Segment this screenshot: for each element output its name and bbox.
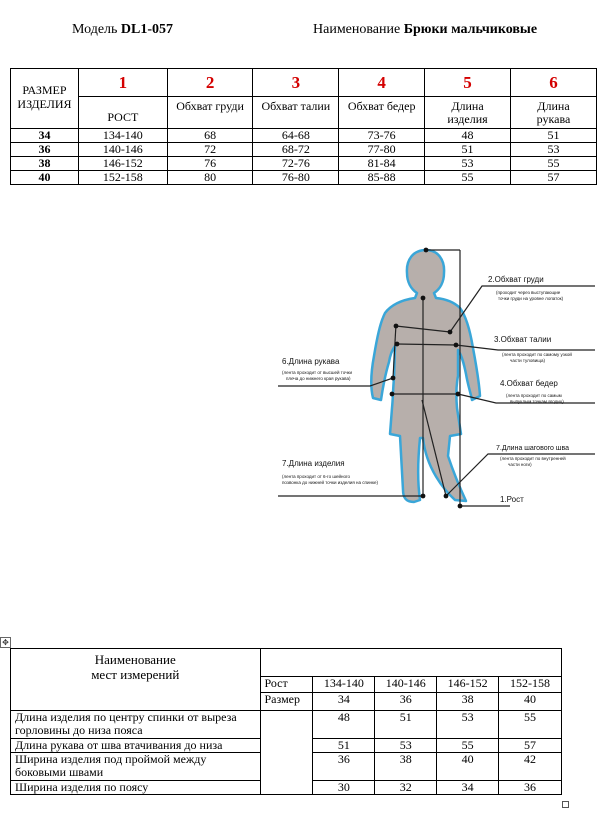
table-cell: 51 xyxy=(425,143,511,157)
hips-label: 4.Обхват бедер xyxy=(500,379,558,388)
table-cell: 34 xyxy=(437,781,499,795)
product-name-value: Брюки мальчиковые xyxy=(403,22,538,37)
measurement-label: Длина изделия по центру спинки от выреза горловины до низа пояса xyxy=(11,711,261,739)
table-cell: 140-146 xyxy=(78,143,167,157)
table-cell: 55 xyxy=(437,739,499,753)
child-silhouette xyxy=(371,250,480,502)
size-cell: 38 xyxy=(437,693,499,711)
table-cell: 57 xyxy=(510,171,596,185)
sleeve-label: 6.Длина рукава xyxy=(282,357,340,366)
table-cell: 68 xyxy=(167,129,253,143)
table-cell: 64-68 xyxy=(253,129,339,143)
column-label-chest: Обхват груди xyxy=(167,97,253,129)
table-cell: 40 xyxy=(437,753,499,781)
length-note: (лента проходит от 6-го шейного xyxy=(282,474,350,479)
table-row xyxy=(11,129,597,143)
table-cell: 85-88 xyxy=(339,171,425,185)
table-row xyxy=(11,143,597,157)
inseam-note: (лента проходит по внутренней xyxy=(500,456,566,461)
table-cell: 81-84 xyxy=(339,157,425,171)
table-cell: 68-72 xyxy=(253,143,339,157)
table-move-handle-icon[interactable]: ✥ xyxy=(0,637,11,648)
height-cell: 146-152 xyxy=(437,677,499,693)
size-cell: 34 xyxy=(11,129,79,143)
table-cell: 53 xyxy=(437,711,499,739)
waist-note: части туловища) xyxy=(510,358,545,363)
chest-label: 2.Обхват груди xyxy=(488,275,544,284)
table-cell: 55 xyxy=(425,171,511,185)
table-cell: 152-158 xyxy=(78,171,167,185)
point xyxy=(448,330,453,335)
column-number-2: 2 xyxy=(167,69,253,97)
table-cell: 48 xyxy=(425,129,511,143)
blank-header-cell xyxy=(260,649,562,677)
measurements-title-line: мест измерений xyxy=(91,667,180,682)
product-name-header xyxy=(313,22,537,38)
waist-note: (лента проходит по самому узкой xyxy=(502,352,572,357)
point xyxy=(424,248,429,253)
column-number-3: 3 xyxy=(253,69,339,97)
sleeve-note: плеча до нижнего края рукава) xyxy=(286,376,351,381)
table-resize-handle[interactable] xyxy=(562,801,569,808)
table-cell: 53 xyxy=(425,157,511,171)
column-number-1: 1 xyxy=(78,69,167,97)
height-cell: 140-146 xyxy=(375,677,437,693)
table-cell: 32 xyxy=(375,781,437,795)
size-cell: 40 xyxy=(11,171,79,185)
model-value: DL1-057 xyxy=(120,22,174,37)
measurements-title-line: Наименование xyxy=(94,652,176,667)
point xyxy=(390,392,395,397)
inseam-label: 7.Длина шагового шва xyxy=(496,445,569,452)
point xyxy=(395,342,400,347)
point xyxy=(394,324,399,329)
table-cell: 76 xyxy=(167,157,253,171)
waist-label: 3.Обхват талии xyxy=(494,335,552,344)
body-shape xyxy=(371,250,480,502)
column-label-sleeve: Длина рукава xyxy=(510,97,596,129)
table-cell: 51 xyxy=(375,711,437,739)
size-cell: 38 xyxy=(11,157,79,171)
point xyxy=(444,494,449,499)
size-corner-header: РАЗМЕР ИЗДЕЛИЯ xyxy=(11,69,79,129)
size-chart-table xyxy=(10,68,597,185)
column-label-height: РОСТ xyxy=(78,97,167,129)
inseam-note: части ноги) xyxy=(508,462,532,467)
table-cell: 53 xyxy=(510,143,596,157)
measurement-label: Ширина изделия по поясу xyxy=(11,781,261,795)
measurement-figure xyxy=(270,238,600,518)
table-row xyxy=(11,171,597,185)
column-number-4: 4 xyxy=(339,69,425,97)
sleeve-note: (лента проходит от высшей точки xyxy=(282,370,353,375)
table-cell: 146-152 xyxy=(78,157,167,171)
hips-note: (лента проходит по самым xyxy=(506,393,562,398)
table-cell: 55 xyxy=(510,157,596,171)
chest-note: точки груди на уровне лопаток) xyxy=(498,296,564,301)
table-cell: 42 xyxy=(499,753,562,781)
product-name-label: Наименование xyxy=(313,22,401,37)
chest-note: (проходит через выступающие xyxy=(496,290,561,295)
waist-leader xyxy=(456,345,595,350)
size-cell: 34 xyxy=(313,693,375,711)
length-label: 7.Длина изделия xyxy=(282,459,345,468)
table-cell: 48 xyxy=(313,711,375,739)
measurement-label: Ширина изделия под проймой между боковыми швами xyxy=(11,753,261,781)
table-cell: 55 xyxy=(499,711,562,739)
size-cell: 36 xyxy=(11,143,79,157)
table-row xyxy=(11,157,597,171)
table-cell: 53 xyxy=(375,739,437,753)
table-cell: 36 xyxy=(313,753,375,781)
measurement-label: Длина рукава от шва втачивания до низа xyxy=(11,739,261,753)
blank-cell xyxy=(260,711,313,795)
model-header xyxy=(72,22,173,38)
table-cell: 51 xyxy=(510,129,596,143)
length-note: позвонка до нижней точки изделия на спинке) xyxy=(282,480,378,485)
point xyxy=(454,343,459,348)
point xyxy=(458,504,463,509)
table-cell: 38 xyxy=(375,753,437,781)
height-label: 1.Рост xyxy=(500,495,524,504)
table-cell: 77-80 xyxy=(339,143,425,157)
measurements-table xyxy=(10,648,562,795)
table-cell: 72 xyxy=(167,143,253,157)
table-cell: 76-80 xyxy=(253,171,339,185)
height-cell: 152-158 xyxy=(499,677,562,693)
model-label: Модель xyxy=(72,22,118,37)
table-row xyxy=(11,711,562,739)
table-cell: 72-76 xyxy=(253,157,339,171)
table-cell: 134-140 xyxy=(78,129,167,143)
point xyxy=(421,296,426,301)
column-label-waist: Обхват талии xyxy=(253,97,339,129)
size-cell: 36 xyxy=(375,693,437,711)
height-row-label: Рост xyxy=(260,677,313,693)
size-row-label: Размер xyxy=(260,693,313,711)
measurements-title-cell xyxy=(11,649,261,711)
column-number-5: 5 xyxy=(425,69,511,97)
table-cell: 73-76 xyxy=(339,129,425,143)
table-cell: 80 xyxy=(167,171,253,185)
column-label-length: Длина изделия xyxy=(425,97,511,129)
table-cell: 36 xyxy=(499,781,562,795)
column-number-6: 6 xyxy=(510,69,596,97)
hips-note: выпуклым точкам ягодиц) xyxy=(510,399,564,404)
table-cell: 57 xyxy=(499,739,562,753)
table-cell: 30 xyxy=(313,781,375,795)
point xyxy=(421,494,426,499)
size-cell: 40 xyxy=(499,693,562,711)
table-cell: 51 xyxy=(313,739,375,753)
point xyxy=(456,392,461,397)
point xyxy=(391,376,396,381)
height-cell: 134-140 xyxy=(313,677,375,693)
column-label-hips: Обхват бедер xyxy=(339,97,425,129)
